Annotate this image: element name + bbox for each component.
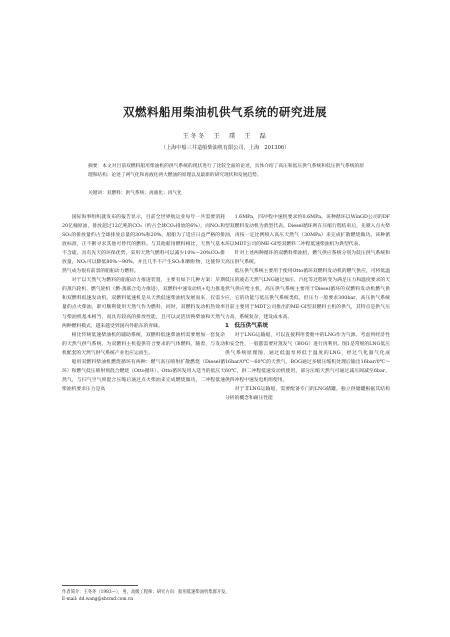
author-list: 王冬冬 王 璞 王 磊 [182, 133, 268, 140]
body-paragraph: 对于以天然气为燃料的船舶动力推进装置，主要有如下几种方案：早期的蒸汽轮机、燃气轮机（燃-蒸联合电力推进），双燃料中速发动机+电力推进和双燃料低速发动机。双燃料低速机是从天然低速柴油机发展而来，仅需少量的点火柴油，即可顺利使用天然气作为燃料，同时，双燃料发动机热效率与柴油机基本相当，而具有较高的排放性能，且可以灵活切换柴油和天然气两种燃料模式，越来越受到国内外船东的青睐。 [62, 278, 225, 329]
keywords: 关键词：双燃料；供气系统；再液化；再气化 [88, 191, 182, 196]
section-heading: 1 低压供气系统 [225, 322, 269, 329]
affiliation: （上海中船三井造船柴油机有限公司，上海 201306） [160, 145, 290, 151]
footnote-divider [62, 585, 138, 586]
paper-title: 双燃料船用柴油机供气系统的研究进展 [123, 105, 327, 119]
body-paragraph: 1.6MPa，四冲程中速机要求约0.6MPa。该种循环以WinGD公司的DF型双燃料发动机为典型代表。Diesel循环则在压缩行程结束后，先喷入点火柴油，再按一定比例喷入高压天然气（30MPa）来完成扩散燃烧做功。该种循环以MDT公司的ME-GI型双燃料二冲程低速柴油机为典型代表。 [225, 215, 390, 248]
body-paragraph: 针对上述两种循环的双燃料柴油机，燃气供应系统分别为低压供气系统和高压供气系统。 [225, 251, 390, 266]
author-footnote: 作者简介：王冬冬（1983—），男，高级工程师；研究方向：船用低速柴油机集群开发。 E-mail: dd.wang@shcmd.com.cn [62, 590, 230, 603]
body-paragraph: 对于非LNG运输船，需要配备专门的LNG储罐。独立供储罐根据其结构分析的概念和耐压性能 [225, 386, 390, 401]
abstract: 摘要：本文对目前双燃料船用柴油机的供气系统的现状进行了比较全面的论述，具体介绍了高压和低压供气系统和低压供气系统的原理和结构；论述了两气化和再液化两大燃油的原理以及最新的研究现状和发展趋势。 [88, 164, 364, 178]
body-paragraph: 对于LNG运输船，可以直接利用货舱中的LNG作为气源。考虑到经济性和安全性，一般都需要对蒸发气（BOG）进行再利用。图1是常规的LNG低压供气系统原理图，通过低温泵将低于温度的LNG，经过气化器气化成16bar/0℃～60℃的天然气，BOG通过多级压缩机处理后输出16bar/0℃～60℃，供二冲程低速发动机使用。部分压缩天然气可通过减压阀减至6bar，供四冲程中速发电机组使用。 [225, 332, 390, 383]
body-paragraph: 相比传统低速柴油机的辅助系统，双燃料低速柴油机需要增加一套复杂的天然气供气系统，为双燃料主机提供符合要求的气体燃料。随着，与发动机配套的天然气供气系统产业也应运而生。 [62, 332, 225, 356]
body-paragraph: 低压供气系统主要用于使用Otto循环双燃料发动机的燃气供应，可将低温低压的液态天然气LNG通过加压、汽化等过程转变为满足压力和温度要求的天然气供应给主机。高压供气系统主要用于Diesel循环的双燃料发动机燃气供应，它的功能与低压供气系统类似，但压力一般要求300bar，高压供气系统目前主要用于MDT公司推出的ME-GI型双燃料主机的供气，其特点是供气压力高，系统复杂，建设成本高。 [225, 269, 390, 320]
body-column-left [62, 213, 225, 394]
body-paragraph: 国际海事组织就发布的报告显示，目前全世界航运业每年一共需要消耗20亿桶原油，排放超过12亿吨的CO₂（约占全球CO₂排放的6%），而NOₓ和SOₓ的排放量约占全球排放总量的30%和20%。船舶为了适应日益严格的排放标准，正不断寻求其他可替代的燃料。与其他船用燃料相比，天然气基本不含硫，具有先天的环保优势，采用天然气燃料可以减少10%～20%CO₂排放量，NOₓ可以降低80%～90%，并且几乎不产生SOₓ和颗粒物，这使得天然气成为很有前景的船舶动力燃料。 [62, 215, 225, 275]
body-column-right [225, 213, 390, 403]
body-paragraph: 船用双燃料柴油机燃烧循环有两种：燃气高压喷射扩散燃烧（Diesel循环）和燃气低压喷射预混合燃烧（Otto循环）。Otto循环发用入适当的低压天然气，与扫气空气预混合压缩后通过点火柴油来完成燃烧做功。二冲程低速柴油机要求压力是高 [62, 359, 225, 392]
